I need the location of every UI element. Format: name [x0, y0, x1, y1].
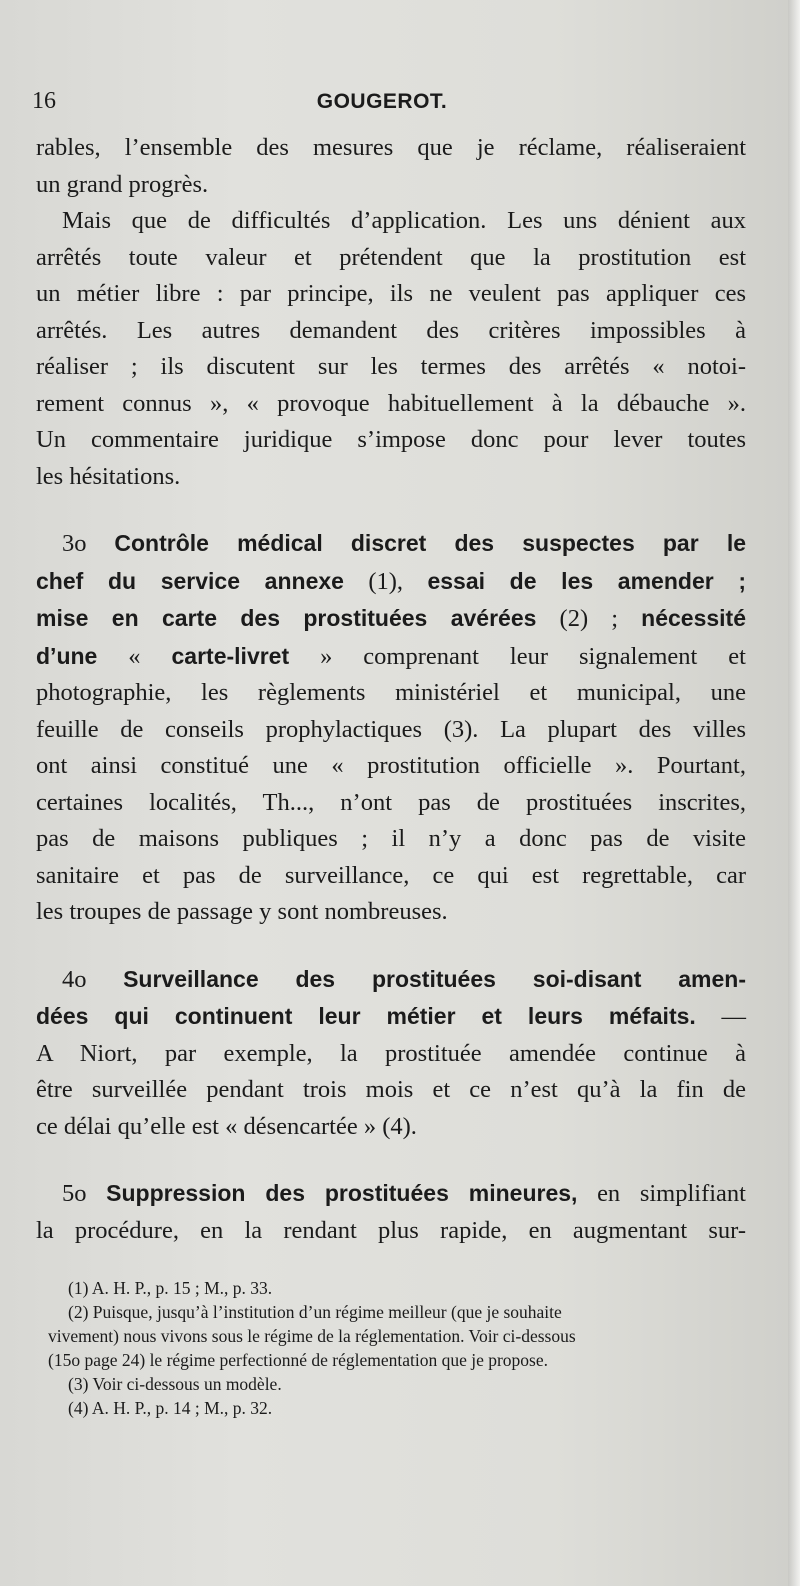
text-line: un métier libre : par principe, ils ne veulent pas appliquer ces: [36, 280, 746, 307]
footnote-ref: (2) ;: [536, 605, 642, 632]
text-line: la procédure, en la rendant plus rapide, en augmentant sur-: [36, 1216, 746, 1244]
section-heading: Suppression des prostituées mineures,: [106, 1180, 578, 1206]
body-text: [36, 130, 746, 1249]
text-line: rement connus », « provoque habituellement à la débauche ».: [36, 389, 746, 417]
text-fragment: » comprenant leur signalement et: [289, 642, 746, 670]
text-line: rables, l’ensemble des mesures que je réclame, réaliseraient: [36, 134, 746, 161]
text-line: [36, 638, 746, 676]
section-heading: d’une: [36, 642, 98, 669]
section-heading: mise en carte des prostituées avérées: [36, 605, 537, 631]
section-heading: dées qui continuent leur métier et leurs méfaits.: [36, 1003, 696, 1029]
section-heading: chef du service annexe: [36, 567, 344, 594]
text-line: pas de maisons publiques ; il n’y a donc pas de visite: [36, 825, 746, 852]
text-line: ce délai qu’elle est « désencartée » (4).: [36, 1112, 417, 1140]
paragraph-difficulties: [36, 203, 746, 495]
text-line: arrêtés toute valeur et prétendent que la prostitution est: [36, 243, 746, 271]
page-header: [32, 88, 732, 124]
footnote-continuation: (15o page 24) le régime perfectionné de réglementation que je propose.: [48, 1350, 549, 1370]
text-fragment: en simplifiant: [577, 1180, 746, 1207]
text-line: un grand progrès.: [36, 170, 209, 198]
section-5: [36, 1175, 746, 1249]
running-head: GOUGEROT.: [316, 90, 448, 113]
section-number: 3o: [62, 530, 115, 557]
footnote: (2) Puisque, jusqu’à l’institution d’un régime meilleur (que je souhaite: [68, 1302, 562, 1322]
text-line: [36, 563, 746, 601]
text-line: les troupes de passage y sont nombreuses.: [36, 898, 448, 925]
text-line: réaliser ; ils discutent sur les termes des arrêtés « notoi-: [36, 353, 746, 380]
text-line: certaines localités, Th..., n’ont pas de prostituées inscrites,: [36, 788, 746, 816]
section-4: [36, 961, 746, 1146]
text-line: les hésitations.: [36, 462, 181, 490]
text-line: [36, 998, 746, 1036]
text-line: feuille de conseils prophylactiques (3). La plupart des villes: [36, 715, 746, 743]
footnote: (4) A. H. P., p. 14 ; M., p. 32.: [68, 1398, 273, 1418]
page-edge: [788, 0, 800, 1586]
footnote: (1) A. H. P., p. 15 ; M., p. 33.: [68, 1278, 273, 1298]
footnote: (3) Voir ci-dessous un modèle.: [68, 1374, 282, 1394]
text-line: [36, 1175, 746, 1213]
footnotes: [48, 1276, 758, 1420]
text-line: Un commentaire juridique s’impose donc pour lever toutes: [36, 426, 746, 453]
footnote-ref: (1),: [343, 567, 428, 595]
section-heading: Contrôle médical discret des suspectes par le: [114, 530, 746, 556]
section-heading: nécessité: [641, 605, 746, 631]
text-line: sanitaire et pas de surveillance, ce qui est regrettable, car: [36, 861, 746, 889]
page-number: 16: [32, 88, 56, 114]
quote-mark: «: [97, 642, 172, 670]
text-line: Mais que de difficultés d’application. Les uns dénient aux: [62, 207, 746, 234]
text-line: [36, 525, 746, 563]
paragraph-continuation: [36, 130, 746, 203]
section-heading: Surveillance des prostituées soi-disant amen-: [123, 965, 746, 992]
text-line: arrêtés. Les autres demandent des critères impossibles à: [36, 316, 746, 344]
text-line: photographie, les règlements ministériel et municipal, une: [36, 679, 746, 706]
text-line: [36, 961, 746, 999]
text-line: être surveillée pendant trois mois et ce n’est qu’à la fin de: [36, 1076, 746, 1103]
text-line: A Niort, par exemple, la prostituée amendée continue à: [36, 1039, 746, 1067]
text-line: [36, 600, 746, 638]
section-heading: essai de les amender ;: [427, 567, 747, 594]
text-line: ont ainsi constitué une « prostitution officielle ». Pourtant,: [36, 752, 746, 779]
section-3: [36, 525, 746, 931]
section-heading: carte-livret: [171, 642, 290, 669]
section-number: 5o: [62, 1180, 107, 1207]
footnote-continuation: vivement) nous vivons sous le régime de la réglementation. Voir ci-dessous: [48, 1326, 576, 1346]
section-number: 4o: [62, 965, 124, 993]
dash: —: [695, 1003, 746, 1030]
